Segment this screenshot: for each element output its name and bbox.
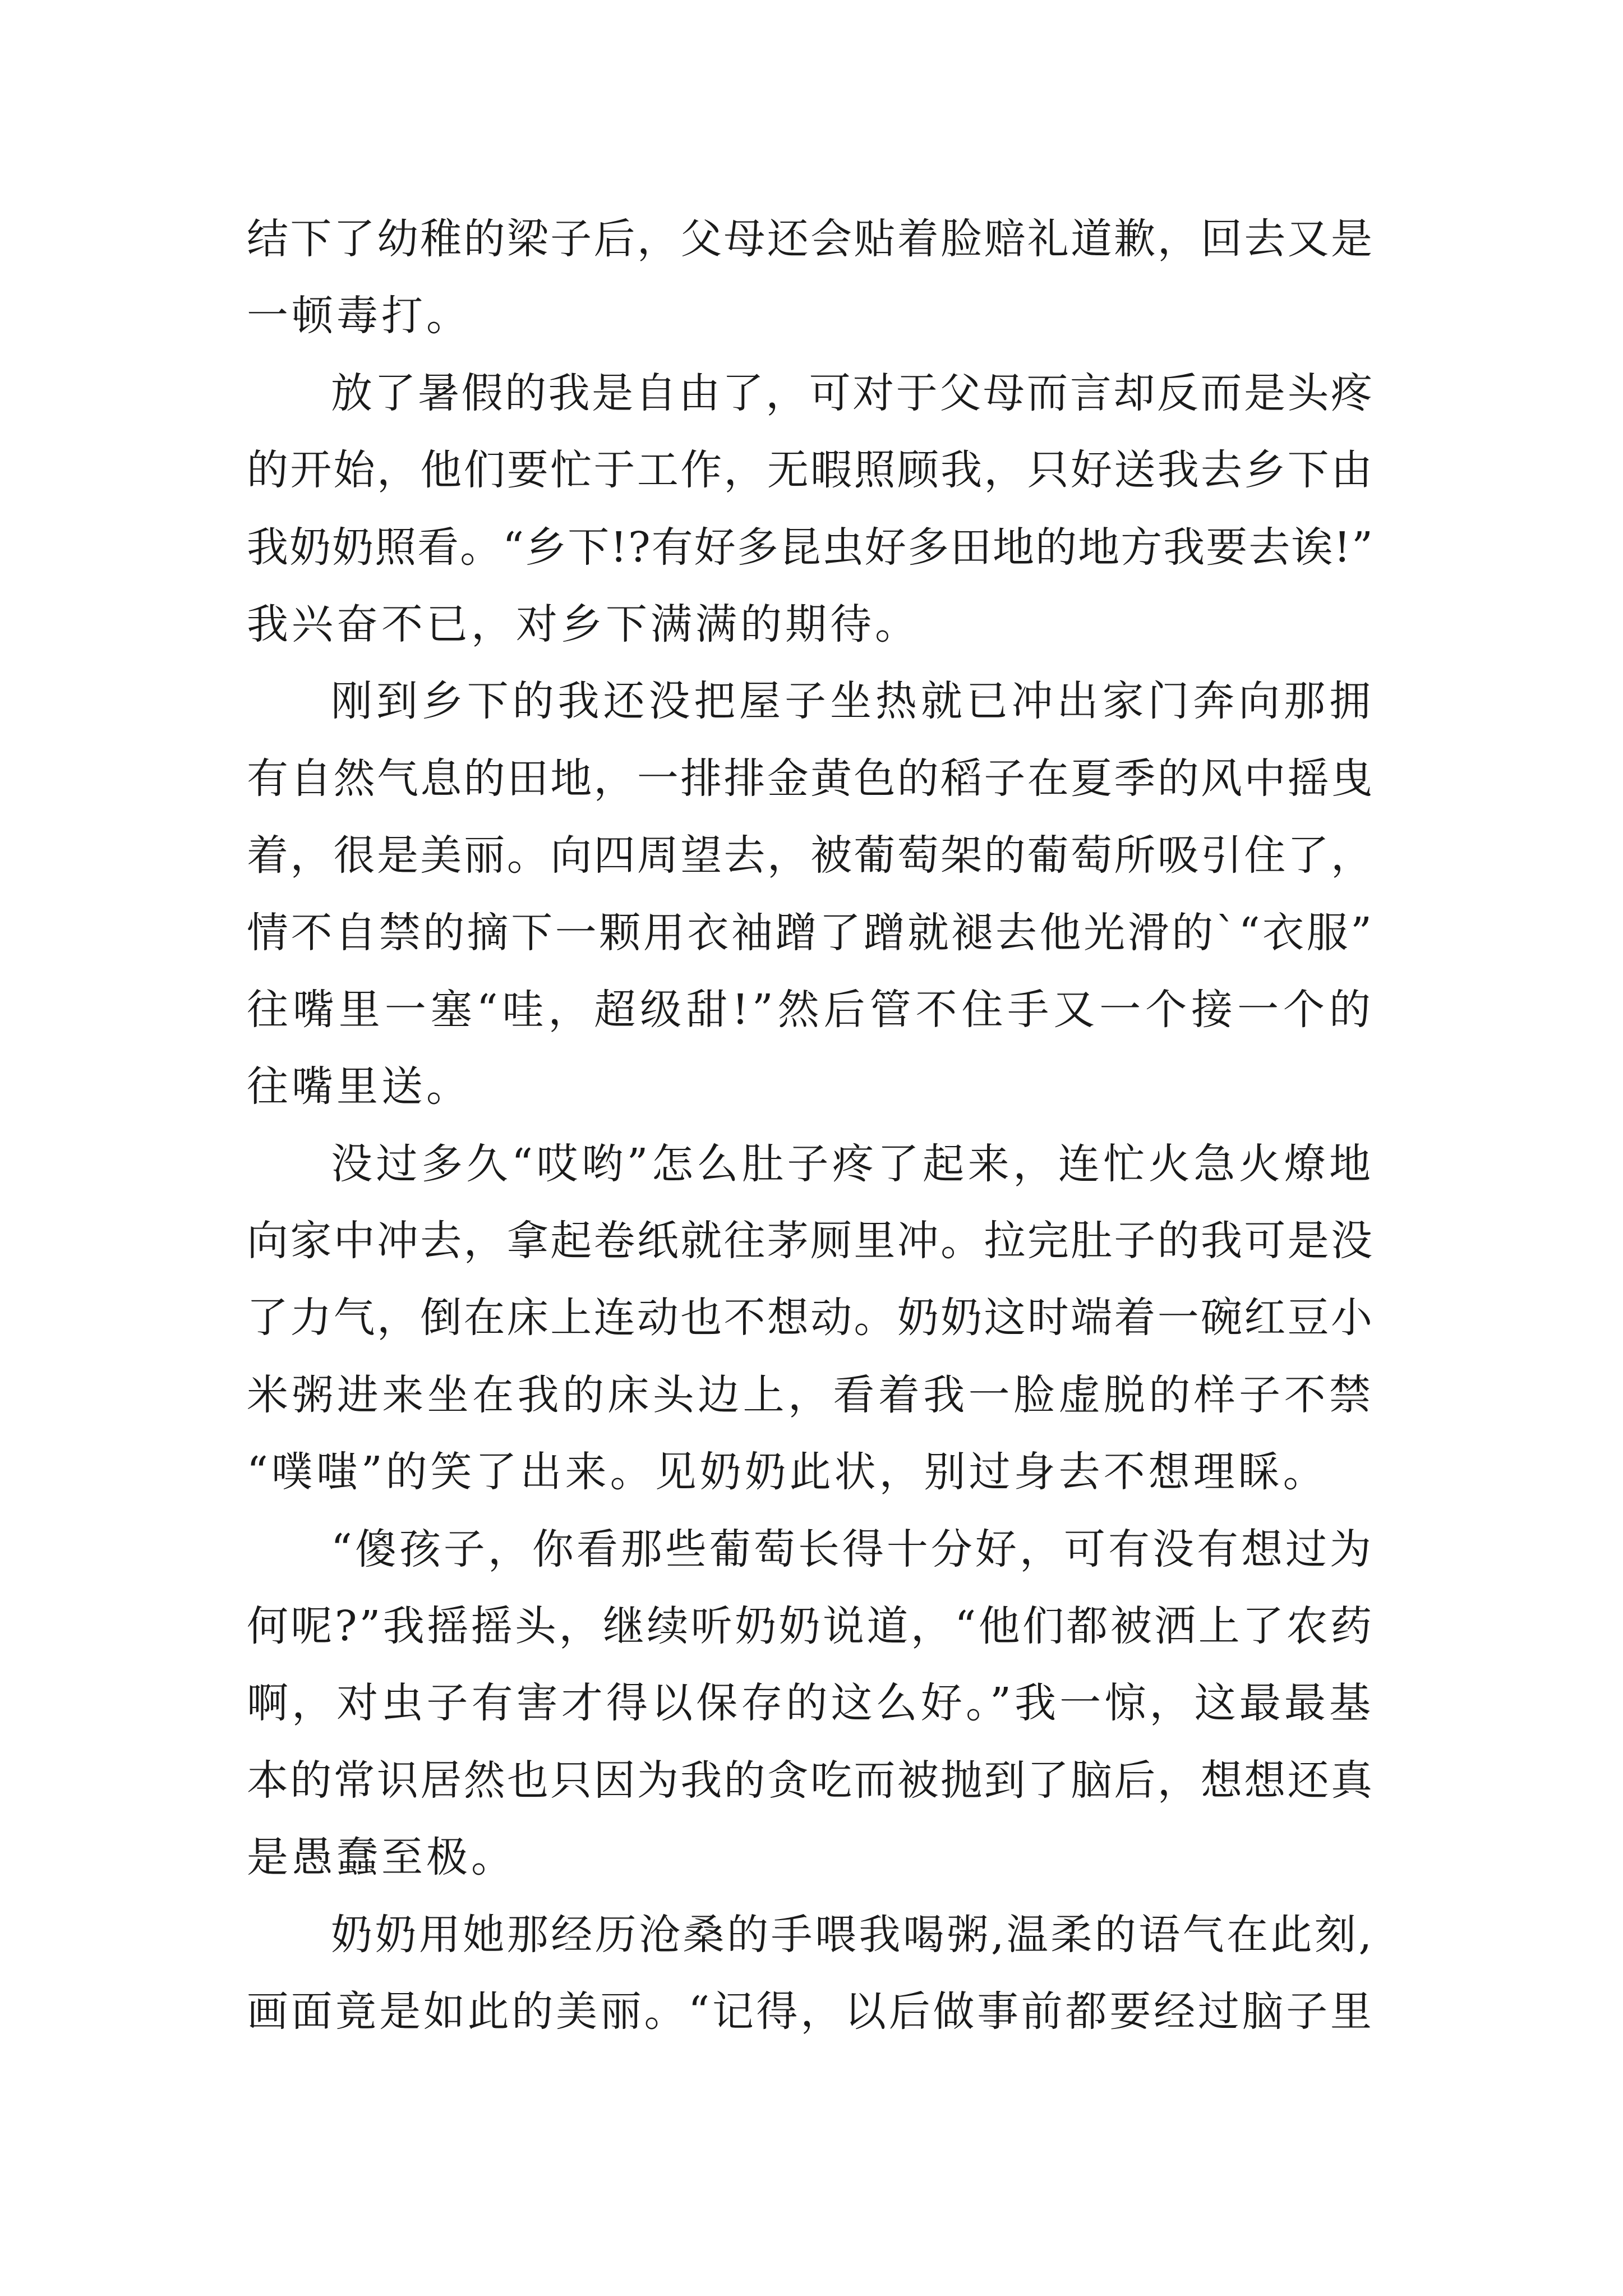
text-line: 往嘴里一塞“哇，超级甜!”然后管不住手又一个接一个的 [247,985,1374,1034]
text-line: 有自然气息的田地，一排排金黄色的稻子在夏季的风中摇曳 [247,754,1374,803]
text-line: “噗嗤”的笑了出来。见奶奶此状，别过身去不想理睬。 [247,1448,1328,1497]
text-line: 何呢?”我摇摇头，继续听奶奶说道，“他们都被洒上了农药 [247,1602,1374,1651]
text-line: 着，很是美丽。向四周望去，被葡萄架的葡萄所吸引住了， [247,831,1374,880]
text-line: 啊，对虫子有害才得以保存的这么好。”我一惊，这最最基 [247,1679,1374,1728]
text-line: 情不自禁的摘下一颗用衣袖蹭了蹭就褪去他光滑的`“衣服” [247,908,1374,957]
text-line: 放了暑假的我是自由了，可对于父母而言却反而是头疼 [331,369,1374,417]
body-text [247,201,1374,2050]
text-line: 本的常识居然也只因为我的贪吃而被抛到了脑后，想想还真 [247,1756,1374,1805]
text-line: 结下了幼稚的梁子后，父母还会贴着脸赔礼道歉，回去又是 [247,215,1374,263]
text-line: 是愚蠢至极。 [247,1833,516,1882]
text-line: 了力气，倒在床上连动也不想动。奶奶这时端着一碗红豆小 [247,1294,1374,1342]
text-line: 米粥进来坐在我的床头边上，看着我一脸虚脱的样子不禁 [247,1370,1374,1419]
text-line: “傻孩子，你看那些葡萄长得十分好，可有没有想过为 [331,1525,1374,1573]
text-line: 画面竟是如此的美丽。“记得，以后做事前都要经过脑子里 [247,1987,1374,2036]
text-line: 奶奶用她那经历沧桑的手喂我喝粥,温柔的语气在此刻, [331,1910,1374,1959]
text-line: 一顿毒打。 [247,292,471,341]
text-line: 的开始，他们要忙于工作，无暇照顾我，只好送我去乡下由 [247,446,1374,495]
text-line: 没过多久“哎哟”怎么肚子疼了起来，连忙火急火燎地 [331,1139,1374,1188]
text-line: 往嘴里送。 [247,1062,471,1111]
text-line: 我兴奋不已，对乡下满满的期待。 [247,600,920,648]
text-line: 向家中冲去，拿起卷纸就往茅厕里冲。拉完肚子的我可是没 [247,1217,1374,1266]
text-line: 我奶奶照看。“乡下!?有好多昆虫好多田地的地方我要去诶!” [247,523,1374,572]
text-line: 刚到乡下的我还没把屋子坐热就已冲出家门奔向那拥 [331,677,1374,726]
